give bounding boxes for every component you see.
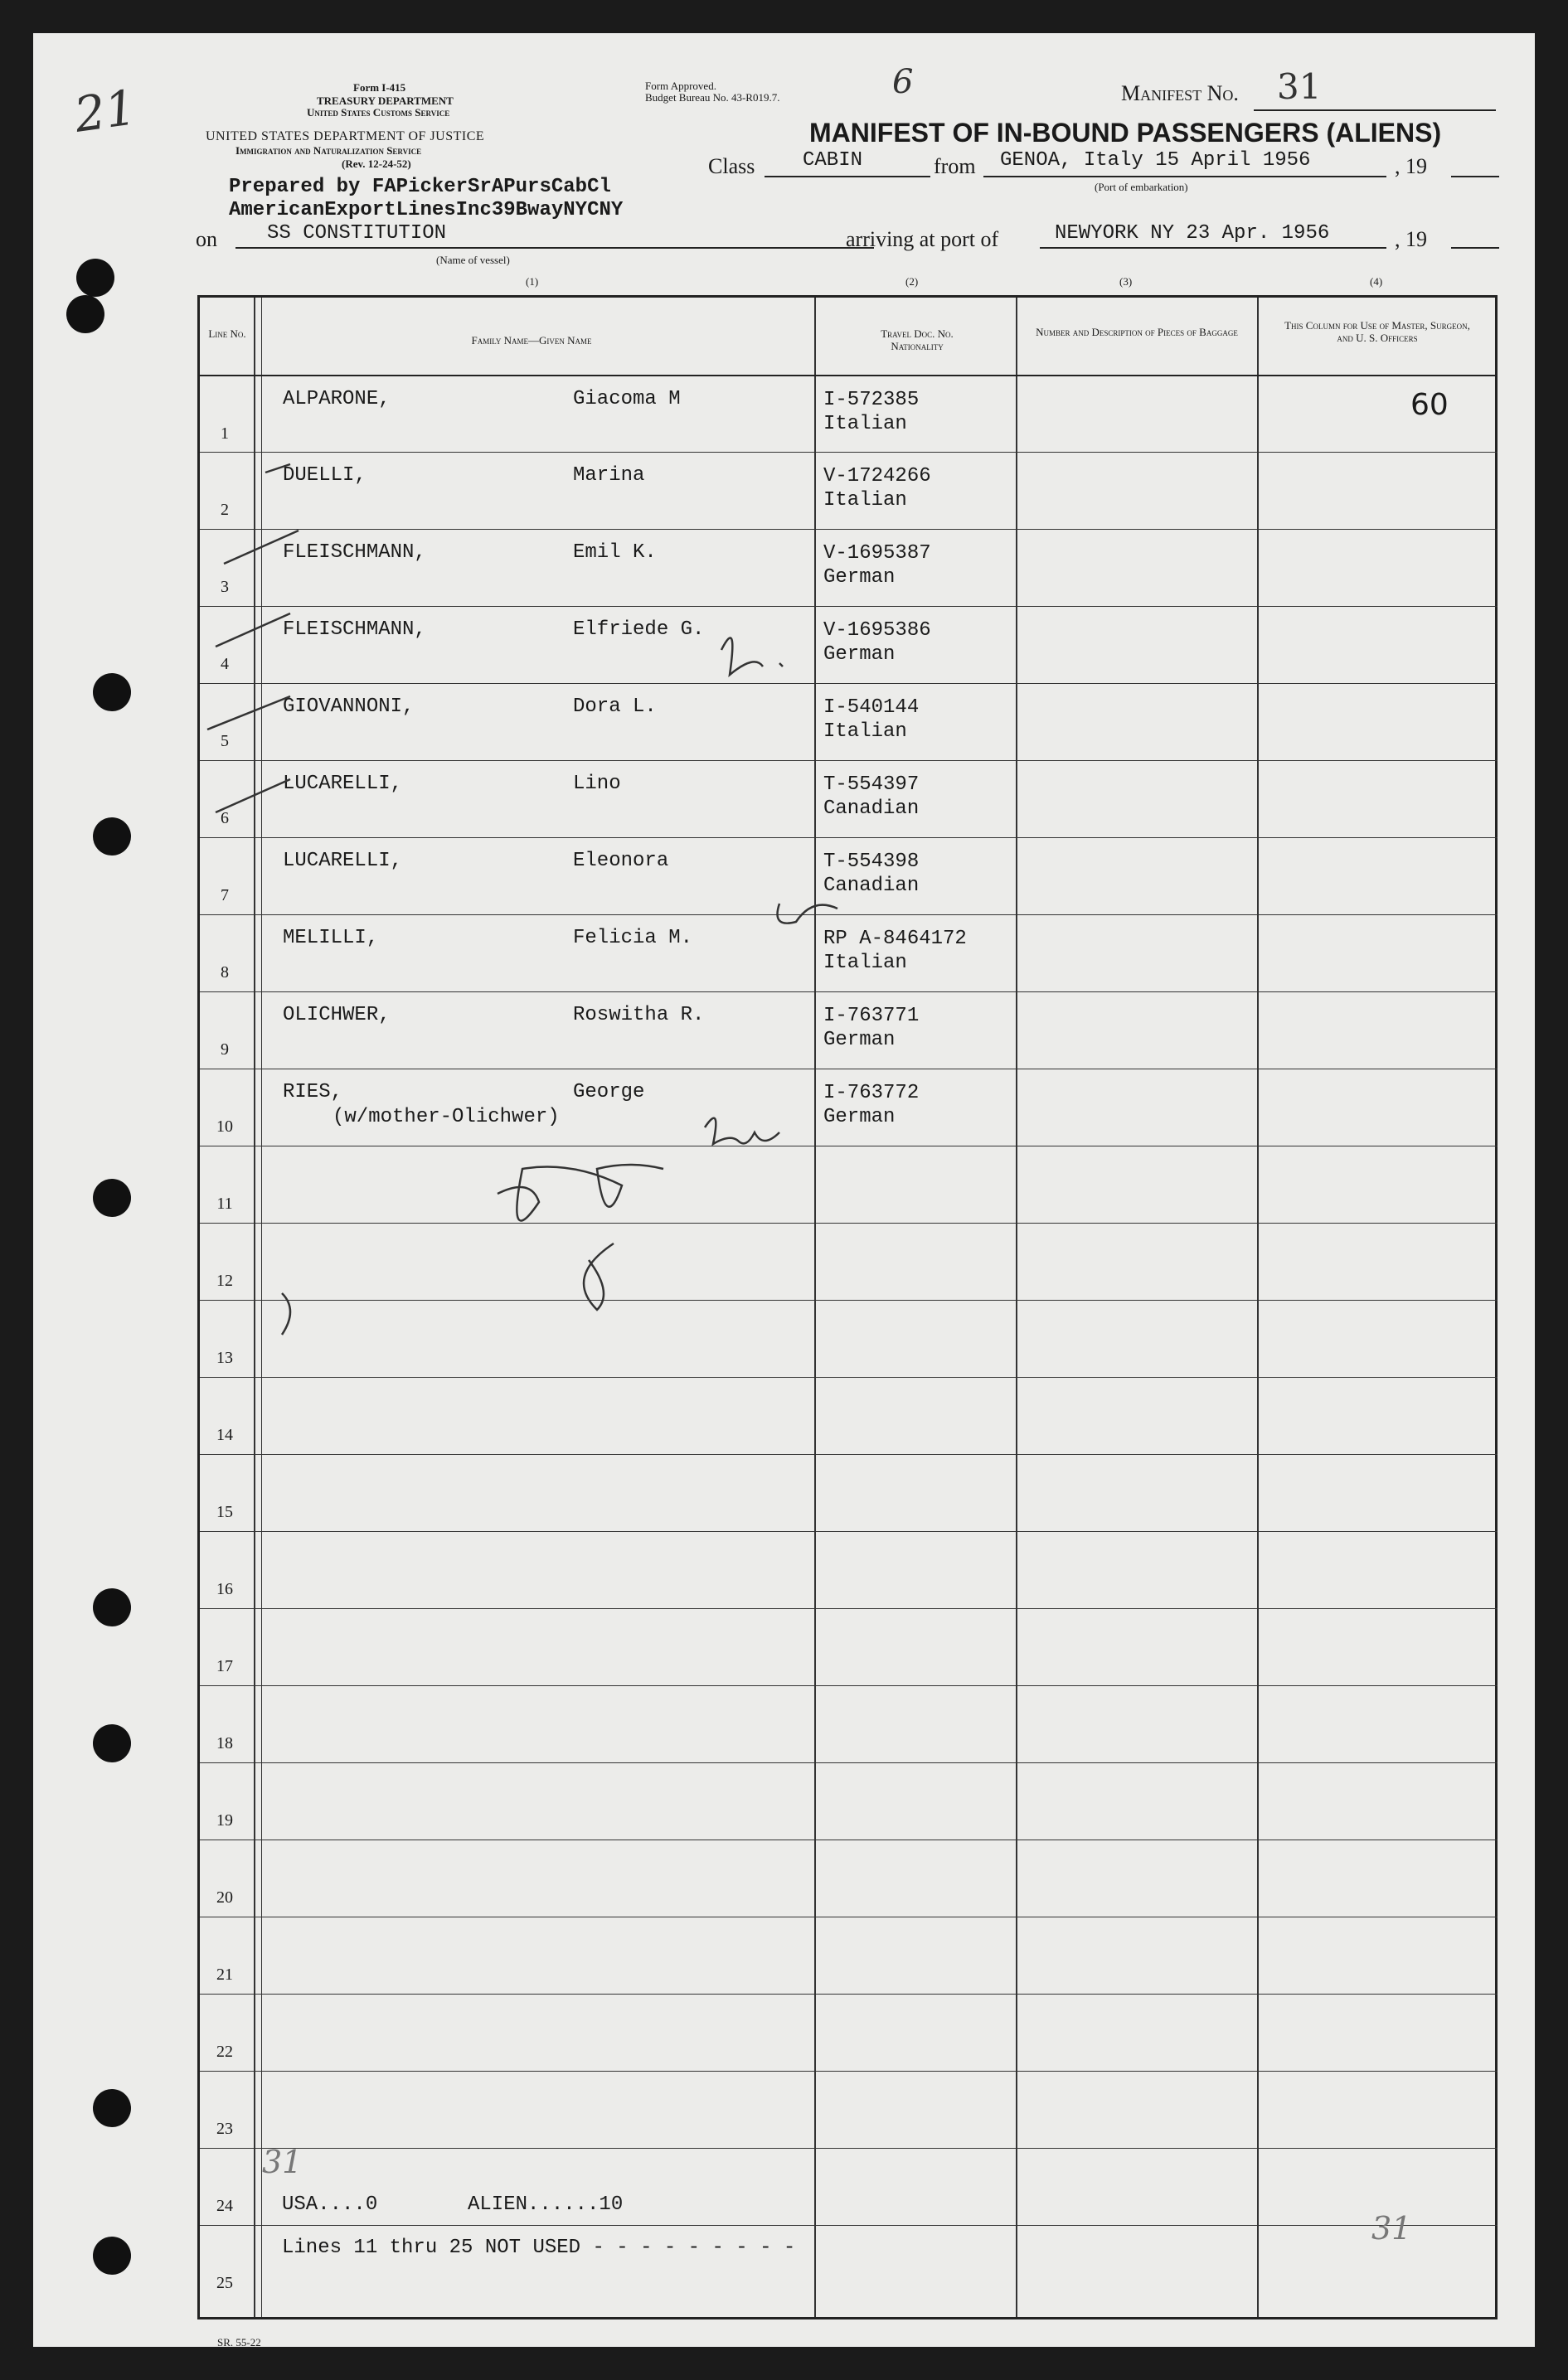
- line-number: 3: [221, 578, 229, 596]
- line-number: 18: [216, 1734, 233, 1752]
- signature: [498, 1165, 663, 1310]
- line-number: 15: [216, 1503, 233, 1521]
- manifest-label: Manifest No.: [1121, 81, 1239, 105]
- line-number: 24: [216, 2197, 233, 2215]
- page-mark: 6: [892, 63, 914, 101]
- doc-number: I-763772: [823, 1082, 920, 1104]
- vessel-name: SS CONSTITUTION: [267, 222, 447, 245]
- usa-count: USA....0: [282, 2193, 378, 2216]
- header-name: Family Name—Given Name: [471, 334, 592, 347]
- tick-marks: [207, 464, 299, 1335]
- form-number: Form I-415: [353, 81, 406, 94]
- prepared-line-2: AmericanExportLinesInc39BwayNYCNY: [229, 199, 624, 221]
- prepared-line-1: Prepared by FAPickerSrAPursCabCl: [229, 176, 611, 198]
- justice-dept: UNITED STATES DEPARTMENT OF JUSTICE: [206, 129, 485, 143]
- line-number: 21: [216, 1966, 233, 1984]
- line-number: 11: [216, 1195, 233, 1213]
- given-name: Felicia M.: [573, 927, 693, 949]
- customs-service: United States Customs Service: [307, 106, 450, 119]
- nationality: German: [823, 1029, 896, 1051]
- line-number: 22: [216, 2043, 233, 2061]
- from-value: GENOA, Italy 15 April 1956: [1000, 149, 1311, 172]
- doc-number: I-763771: [823, 1005, 920, 1027]
- budget-bureau: Budget Bureau No. 43-R019.7.: [645, 91, 780, 104]
- given-name: Roswitha R.: [573, 1004, 705, 1026]
- family-name: LUCARELLI,: [283, 773, 403, 795]
- class-label: Class: [708, 154, 755, 178]
- manifest-title: MANIFEST OF IN-BOUND PASSENGERS (ALIENS): [809, 118, 1442, 148]
- nationality: Italian: [823, 489, 907, 511]
- stamp-31-bottom: 31: [1371, 2210, 1412, 2247]
- nationality: Canadian: [823, 797, 920, 820]
- nationality: German: [823, 1106, 896, 1128]
- doc-number: T-554398: [823, 851, 920, 873]
- header-officers: This Column for Use of Master, Surgeon, and U. S. Officers: [1284, 319, 1470, 344]
- initial-mark: [721, 637, 783, 675]
- alien-count: ALIEN......10: [468, 2193, 624, 2216]
- given-name: Emil K.: [573, 541, 657, 564]
- year-2: , 19: [1395, 227, 1427, 251]
- form-approved: Form Approved.: [645, 80, 716, 92]
- line-number: 8: [221, 963, 229, 982]
- given-name: Dora L.: [573, 696, 657, 718]
- nationality: Canadian: [823, 875, 920, 897]
- line-number: 12: [216, 1272, 233, 1290]
- header-baggage: Number and Description of Pieces of Baggage: [1036, 326, 1238, 338]
- family-name: DUELLI,: [283, 464, 367, 487]
- class-value: CABIN: [803, 149, 863, 172]
- line-number: 17: [216, 1657, 233, 1675]
- header-line-no: Line No.: [208, 327, 246, 340]
- family-name: FLEISCHMANN,: [283, 541, 426, 564]
- family-name: GIOVANNONI,: [283, 696, 415, 718]
- given-name: George: [573, 1081, 645, 1103]
- doc-number: I-540144: [823, 696, 920, 719]
- handwritten-annotations: [33, 33, 1535, 2347]
- ries-note: (w/mother-Olichwer): [333, 1106, 560, 1128]
- col-2-number: (2): [905, 275, 919, 288]
- line-number: 9: [221, 1040, 229, 1059]
- given-name: Giacoma M: [573, 388, 681, 410]
- family-name: ALPARONE,: [283, 388, 391, 410]
- initial-mark: [705, 1118, 779, 1144]
- line-number: 4: [221, 655, 229, 673]
- given-name: Lino: [573, 773, 621, 795]
- given-name: Marina: [573, 464, 645, 487]
- line-number: 1: [221, 424, 229, 443]
- given-name: Elfriede G.: [573, 618, 705, 641]
- line-number: 2: [221, 501, 229, 519]
- family-name: FLEISCHMANN,: [283, 618, 426, 641]
- header-travel-doc: Travel Doc. No. Nationality: [881, 327, 954, 352]
- nationality: German: [823, 643, 896, 666]
- col-3-number: (3): [1119, 275, 1133, 288]
- line-number: 19: [216, 1811, 233, 1830]
- on-label: on: [196, 227, 217, 251]
- port-embark-caption: (Port of embarkation): [1095, 181, 1188, 193]
- doc-number: RP A-8464172: [823, 928, 967, 950]
- col-1-number: (1): [526, 275, 539, 288]
- ins-service: Immigration and Naturalization Service: [235, 144, 422, 157]
- unused-lines-note: Lines 11 thru 25 NOT USED - - - - - - - - -: [282, 2237, 796, 2259]
- line-number: 25: [216, 2274, 233, 2292]
- initial-mark: [778, 904, 838, 923]
- stamp-31: 31: [262, 2144, 303, 2180]
- manifest-page: [33, 33, 1535, 2347]
- vessel-caption: (Name of vessel): [436, 254, 510, 266]
- year-1: , 19: [1395, 154, 1427, 178]
- line-number: 5: [221, 732, 229, 750]
- sr-code: SR. 55-22: [217, 2336, 261, 2348]
- officer-mark: 60: [1410, 388, 1449, 422]
- from-label: from: [934, 154, 976, 178]
- doc-number: T-554397: [823, 773, 920, 796]
- family-name: OLICHWER,: [283, 1004, 391, 1026]
- manifest-number: 31: [1277, 66, 1322, 107]
- line-number: 6: [221, 809, 229, 827]
- family-name: MELILLI,: [283, 927, 379, 949]
- given-name: Eleonora: [573, 850, 669, 872]
- line-number: 16: [216, 1580, 233, 1598]
- line-number: 20: [216, 1888, 233, 1907]
- doc-number: V-1724266: [823, 465, 931, 487]
- dept-name: TREASURY DEPARTMENT: [317, 95, 454, 107]
- line-number: 23: [216, 2120, 233, 2138]
- col-4-number: (4): [1370, 275, 1383, 288]
- nationality: Italian: [823, 720, 907, 743]
- nationality: Italian: [823, 413, 907, 435]
- nationality: Italian: [823, 952, 907, 974]
- line-number: 14: [216, 1426, 233, 1444]
- arriving-label: arriving at port of: [846, 227, 999, 251]
- arriving-value: NEWYORK NY 23 Apr. 1956: [1055, 222, 1330, 245]
- margin-note: 21: [70, 79, 140, 143]
- line-number: 7: [221, 886, 229, 904]
- doc-number: V-1695386: [823, 619, 931, 642]
- doc-number: I-572385: [823, 389, 920, 411]
- line-number: 13: [216, 1349, 233, 1367]
- family-name: RIES,: [283, 1081, 343, 1103]
- family-name: LUCARELLI,: [283, 850, 403, 872]
- line-number: 10: [216, 1117, 233, 1136]
- doc-number: V-1695387: [823, 542, 931, 565]
- nationality: German: [823, 566, 896, 589]
- form-revision: (Rev. 12-24-52): [342, 158, 411, 170]
